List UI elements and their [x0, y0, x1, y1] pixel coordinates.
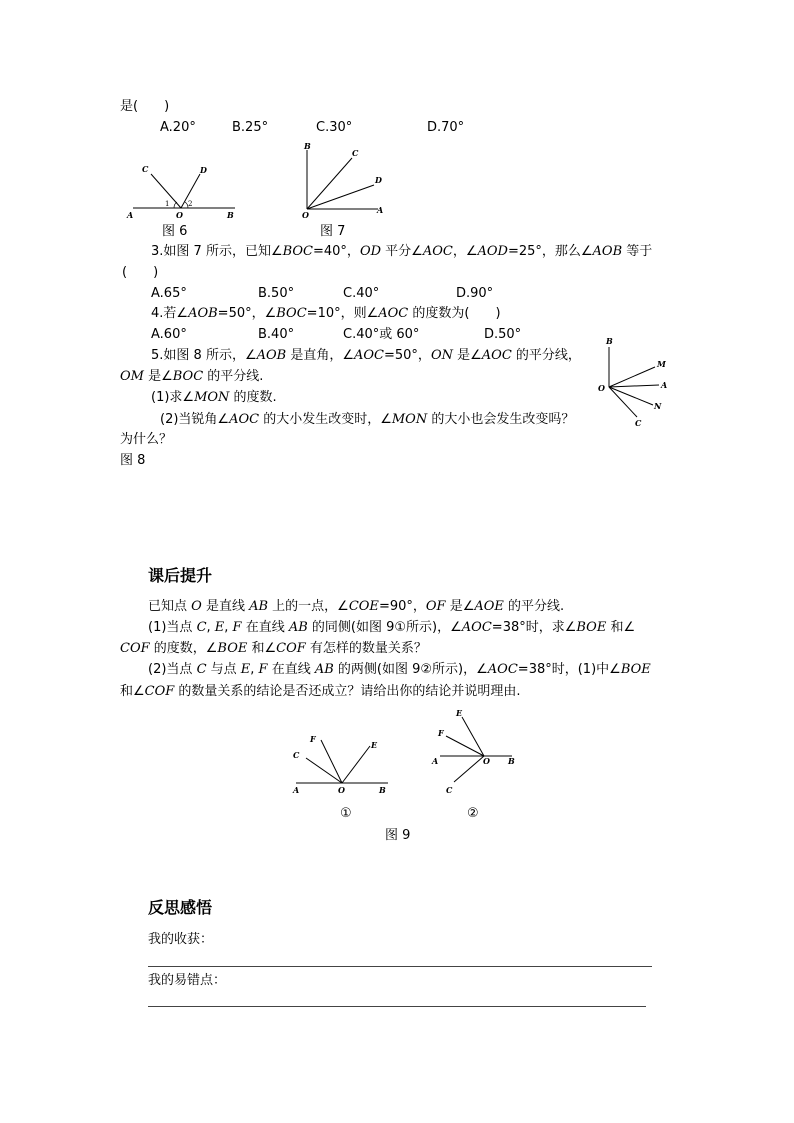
question-5-line-2: OM 是∠BOC 的平分线.: [120, 369, 264, 384]
q4-option-d: D.50°: [484, 327, 522, 342]
figure-6: [125, 160, 240, 222]
question-5-sub-2: (2)当锐角∠AOC 的大小发生改变时，∠MON 的大小也会发生改变吗？: [160, 412, 575, 427]
figure-7: [298, 140, 393, 220]
option-b: B.25°: [232, 120, 269, 135]
question-5-sub-2-tail: 为什么？: [120, 432, 173, 447]
reflection-gain-line: [148, 966, 652, 967]
fig9b-label-o: O: [483, 756, 490, 766]
fig7-label-a: A: [377, 205, 384, 215]
option-c: C.30°: [316, 120, 353, 135]
reflection-errors-label: 我的易错点：: [148, 973, 227, 988]
fig9b-label-f: F: [438, 728, 444, 738]
fig7-label-c: C: [352, 148, 359, 158]
fig9b-label-c: C: [446, 785, 453, 795]
fig6-label-d: D: [200, 165, 207, 175]
question-stem-tail: 是( ): [120, 99, 170, 114]
question-5-line-1: 5.如图 8 所示，∠AOB 是直角，∠AOC=50°，ON 是∠AOC 的平分线，: [151, 348, 581, 363]
after-class-part-1-line-1: (1)当点 C, E, F 在直线 AB 的同侧(如图 9①所示)，∠AOC=38°时，求∠BOE 和∠: [148, 620, 636, 635]
fig9a-label-f: F: [310, 734, 316, 744]
figure-9-sub-label-2: ②: [467, 806, 479, 821]
fig9a-label-c: C: [293, 750, 300, 760]
question-5-sub-1: (1)求∠MON 的度数.: [151, 390, 277, 405]
fig9a-label-b: B: [379, 785, 386, 795]
fig6-label-1: 1: [165, 200, 170, 208]
q3-option-d: D.90°: [456, 286, 494, 301]
fig6-label-b: B: [227, 210, 234, 220]
fig6-label-a: A: [127, 210, 134, 220]
fig7-label-o: O: [302, 210, 309, 220]
figure-8-caption: 图 8: [120, 453, 146, 468]
fig9a-label-a: A: [293, 785, 300, 795]
after-class-part-2-line-1: (2)当点 C 与点 E, F 在直线 AB 的两侧(如图 9②所示)，∠AOC=38°时，(1)中∠BOE: [148, 662, 651, 677]
fig6-label-o: O: [176, 210, 183, 220]
figure-9-caption: 图 9: [385, 828, 411, 843]
after-class-part-2-line-2: 和∠COF 的数量关系的结论是否还成立？请给出你的结论并说明理由.: [120, 684, 521, 699]
figure-9-sub-label-1: ①: [340, 806, 352, 821]
q4-option-a: A.60°: [151, 327, 187, 342]
question-3-blank: ( ): [122, 265, 159, 280]
question-4-stem: 4.若∠AOB=50°，∠BOC=10°，则∠AOC 的度数为( ): [151, 306, 501, 321]
fig8-label-c: C: [635, 418, 642, 428]
section-heading-reflection: 反思感悟: [148, 898, 213, 917]
after-class-part-1-line-2: COF 的度数，∠BOE 和∠COF 有怎样的数量关系？: [120, 641, 427, 656]
fig7-label-d: D: [375, 175, 382, 185]
q4-option-c: C.40°或 60°: [343, 327, 420, 342]
section-heading-after-class: 课后提升: [148, 566, 213, 585]
fig7-label-b: B: [304, 141, 311, 151]
figure-9-part-2: [428, 702, 523, 797]
fig9b-label-b: B: [508, 756, 515, 766]
after-class-stem: 已知点 O 是直线 AB 上的一点，∠COE=90°，OF 是∠AOE 的平分线.: [148, 599, 565, 614]
fig8-label-n: N: [654, 401, 662, 411]
figure-6-caption: 图 6: [162, 224, 188, 239]
reflection-gain-label: 我的收获：: [148, 932, 214, 947]
q3-option-b: B.50°: [258, 286, 295, 301]
fig8-label-m: M: [657, 359, 666, 369]
fig6-label-c: C: [142, 164, 149, 174]
figure-7-caption: 图 7: [320, 224, 346, 239]
fig9b-label-a: A: [432, 756, 439, 766]
option-d: D.70°: [427, 120, 465, 135]
figure-9-part-1: [288, 728, 393, 798]
question-3-stem: 3.如图 7 所示，已知∠BOC=40°，OD 平分∠AOC，∠AOD=25°，那么∠AOB 等于: [151, 244, 653, 259]
fig6-label-2: 2: [188, 200, 193, 208]
fig9b-label-e: E: [456, 708, 463, 718]
fig9a-label-o: O: [338, 785, 345, 795]
option-a: A.20°: [160, 120, 196, 135]
fig8-label-b: B: [606, 336, 613, 346]
reflection-errors-line: [148, 1006, 646, 1007]
figure-8: [597, 333, 677, 431]
fig8-label-o: O: [598, 383, 605, 393]
q4-option-b: B.40°: [258, 327, 295, 342]
fig9a-label-e: E: [371, 740, 378, 750]
fig8-label-a: A: [661, 380, 668, 390]
q3-option-c: C.40°: [343, 286, 380, 301]
q3-option-a: A.65°: [151, 286, 187, 301]
